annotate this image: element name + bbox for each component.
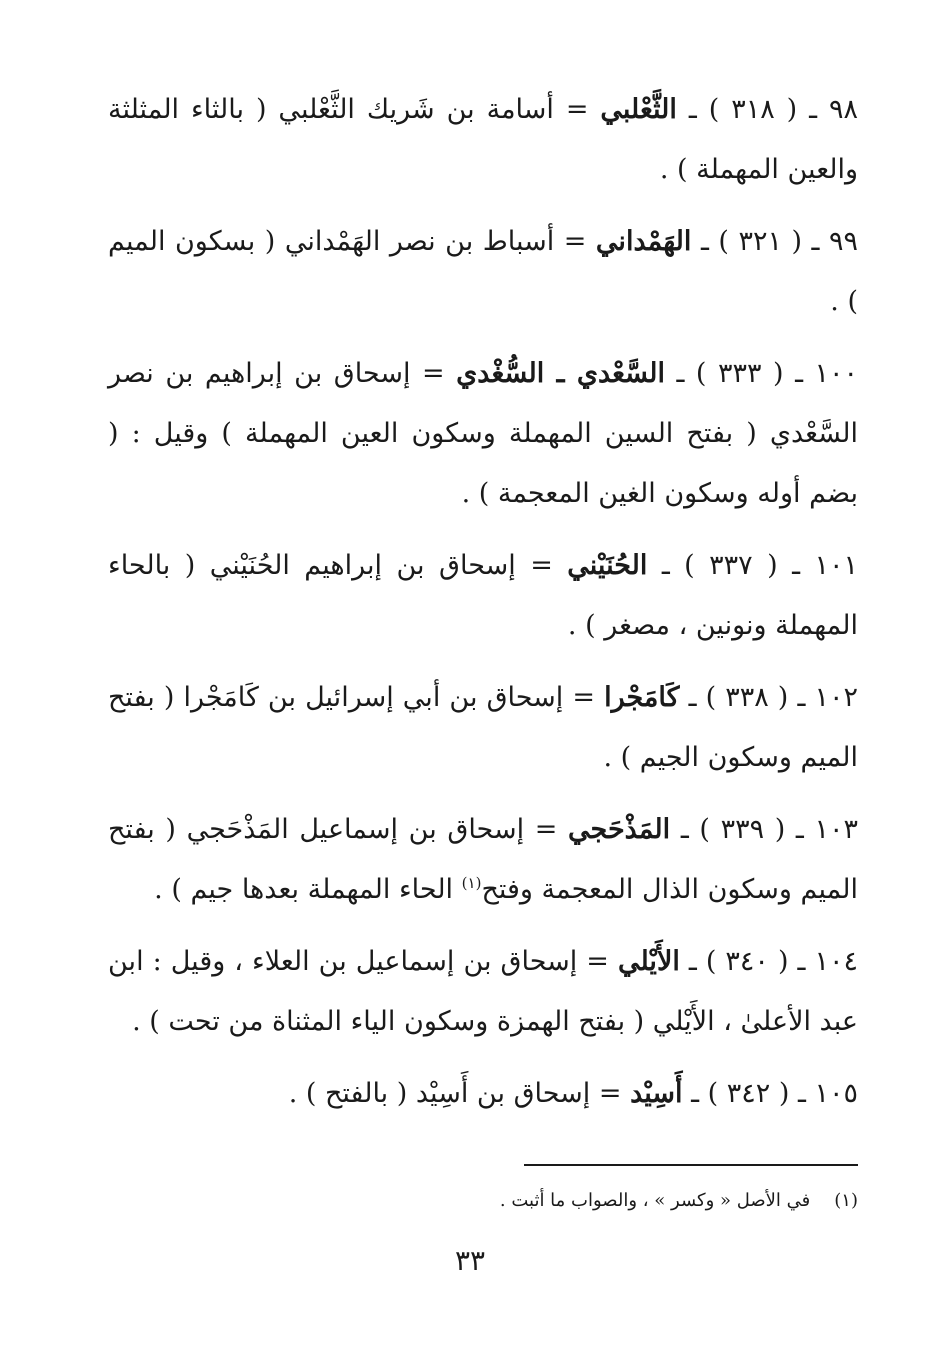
entry-text: = أسامة بن شَريك الثَّعْلبي ( بالثاء المثلثة والعين المهملة ) .: [108, 94, 858, 185]
entry-reference: ( ٣٢١ ) ـ: [700, 226, 803, 257]
entry-text: = إسحاق بن إسماعيل بن العلاء ، وقيل : ابن عبد الأعلىٰ ، الأَيْلي ( بفتح الهمزة وسكون الياء المثناة من تحت ) .: [108, 946, 858, 1037]
entry-number: ١٠٢ ـ: [797, 682, 858, 713]
entry-nisba: الثَّعْلبي: [600, 94, 677, 125]
entry-text: = إسحاق بن إسماعيل المَذْحَجي ( بفتح الميم وسكون الذال المعجمة وفتح: [108, 814, 858, 905]
entry-nisba: الهَمْداني: [595, 226, 692, 257]
entry-nisba: كَامَجْرا: [604, 682, 680, 713]
footnote-marker[interactable]: (١): [461, 874, 482, 892]
entry-reference: ( ٣٣٧ ) ـ: [661, 550, 778, 581]
entry-nisba: الأَيْلي: [617, 946, 680, 977]
entry-reference: ( ٣٤٠ ) ـ: [688, 946, 789, 977]
entries-list: [108, 80, 858, 1136]
entry-104: [108, 932, 858, 1052]
entry-number: ٩٩ ـ: [811, 226, 858, 257]
entry-99: [108, 212, 858, 332]
entry-102: [108, 668, 858, 788]
footnote: [420, 1186, 858, 1216]
footnote-divider: [524, 1164, 858, 1166]
page-number: ٣٣: [454, 1244, 486, 1277]
entry-text: = أسباط بن نصر الهَمْداني ( بسكون الميم ) .: [108, 226, 858, 317]
entry-nisba: المَذْحَجي: [568, 814, 671, 845]
entry-text: = إسحاق بن أبي إسرائيل بن كَامَجْرا ( بفتح الميم وسكون الجيم ) .: [108, 682, 858, 773]
entry-103: [108, 800, 858, 920]
entry-text-continued: الحاء المهملة بعدها جيم ) .: [154, 874, 454, 905]
entry-number: ١٠٣ ـ: [795, 814, 858, 845]
entry-reference: ( ٣١٨ ) ـ: [688, 94, 798, 125]
entry-number: ١٠٤ ـ: [797, 946, 859, 977]
entry-nisba: السَّعْدي ـ السُّغْدي: [456, 358, 665, 389]
entry-text: = إسحاق بن إبراهيم الحُنَيْني ( بالحاء المهملة ونونين ، مصغر ) .: [108, 550, 858, 641]
entry-nisba: أَسِيْد: [630, 1078, 683, 1109]
entry-number: ١٠٥ ـ: [797, 1078, 858, 1109]
footnote-text: في الأصل « وكسر » ، والصواب ما أثبت .: [499, 1190, 811, 1211]
entry-reference: ( ٣٣٩ ) ـ: [680, 814, 786, 845]
entry-reference: ( ٣٣٣ ) ـ: [676, 358, 784, 389]
entry-nisba: الحُنَيْني: [567, 550, 648, 581]
entry-reference: ( ٣٤٢ ) ـ: [691, 1078, 790, 1109]
entry-text: = إسحاق بن إبراهيم بن نصر السَّعْدي ( بفتح السين المهملة وسكون العين المهملة ) وقيل : ( بضم أوله وسكون الغين المعجمة ) .: [108, 358, 858, 509]
entry-101: [108, 536, 858, 656]
entry-105: [108, 1064, 858, 1124]
entry-reference: ( ٣٣٨ ) ـ: [688, 682, 789, 713]
entry-number: ١٠٠ ـ: [795, 358, 858, 389]
entry-100: [108, 344, 858, 524]
entry-text: = إسحاق بن أَسِيْد ( بالفتح ) .: [288, 1078, 622, 1109]
footnote-number: (١): [834, 1190, 858, 1211]
entry-98: [108, 80, 858, 200]
entry-number: ١٠١ ـ: [792, 550, 858, 581]
entry-number: ٩٨ ـ: [809, 94, 859, 125]
